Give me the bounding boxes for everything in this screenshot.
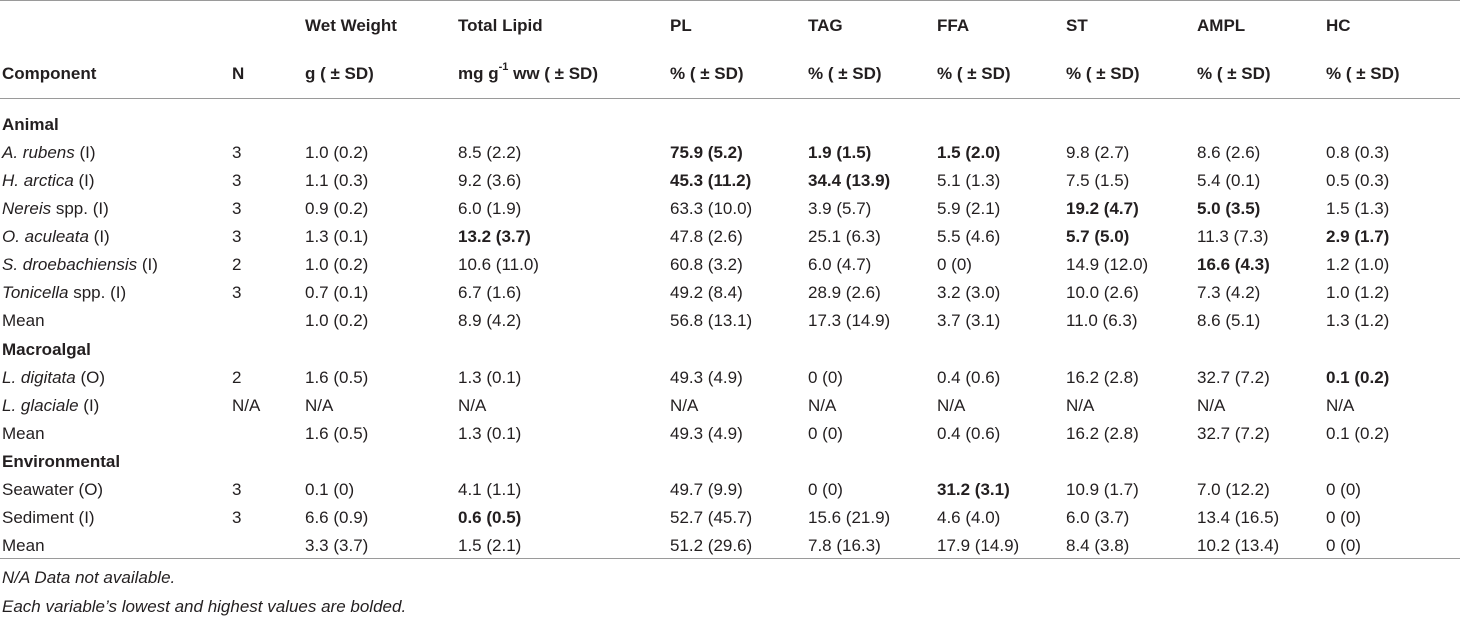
table-cell-value: 5.5 (4.6) <box>937 227 1001 247</box>
column-unit-total-lipid <box>458 61 598 84</box>
table-cell-value: 1.6 (0.5) <box>305 367 369 387</box>
table-cell-value: 0 (0) <box>808 479 843 499</box>
table-cell-value: 34.4 (13.9) <box>808 171 891 191</box>
row-component-name <box>2 143 96 163</box>
table-cell-value: 5.1 (1.3) <box>937 171 1001 191</box>
table-cell-value: 1.6 (0.5) <box>305 423 369 443</box>
table-cell-value: N/A <box>458 395 487 415</box>
row-component-name <box>2 368 105 388</box>
table-cell-value: 0 (0) <box>1326 536 1361 556</box>
species-name: S. droebachiensis <box>2 255 138 275</box>
table-cell-value: 63.3 (10.0) <box>670 199 753 219</box>
table-footnote: Each variable’s lowest and highest values are bolded. <box>2 597 407 616</box>
table-cell-value: 0 (0) <box>937 255 972 275</box>
table-cell-value: 45.3 (11.2) <box>670 171 752 191</box>
column-unit-percent: % ( ± SD) <box>937 64 1011 83</box>
table-rule <box>0 0 1460 1</box>
table-cell-value: 1.3 (0.1) <box>458 367 522 387</box>
table-cell-value: 10.0 (2.6) <box>1066 283 1139 303</box>
column-unit-percent: % ( ± SD) <box>1066 64 1140 83</box>
table-cell-value: 1.0 (1.2) <box>1326 283 1390 303</box>
column-header: PL <box>670 16 692 35</box>
table-cell-value: 1.1 (0.3) <box>305 171 369 191</box>
row-component-name <box>2 536 45 556</box>
table-cell-value: 75.9 (5.2) <box>670 143 743 163</box>
row-component-name <box>2 424 45 444</box>
table-cell-value: 14.9 (12.0) <box>1066 255 1149 275</box>
component-suffix: Mean <box>2 423 45 443</box>
table-cell-value: 1.9 (1.5) <box>808 143 872 163</box>
table-cell-value: 10.2 (13.4) <box>1197 536 1280 556</box>
column-header: Wet Weight <box>305 16 397 35</box>
table-cell-value: 4.6 (4.0) <box>937 507 1001 527</box>
row-component-name <box>2 480 103 500</box>
component-suffix: Mean <box>2 311 45 331</box>
table-cell-value: 8.6 (5.1) <box>1197 311 1261 331</box>
column-header: HC <box>1326 16 1351 35</box>
table-cell-value: 11.3 (7.3) <box>1197 227 1269 247</box>
table-cell-value: 1.2 (1.0) <box>1326 255 1390 275</box>
table-cell-value: 9.2 (3.6) <box>458 171 522 191</box>
species-name: H. arctica <box>2 171 74 191</box>
row-sample-count: 3 <box>232 283 242 303</box>
table-cell-value: 28.9 (2.6) <box>808 283 881 303</box>
row-sample-count: 2 <box>232 255 242 275</box>
table-cell-value: 1.5 (1.3) <box>1326 199 1390 219</box>
species-name: L. glaciale <box>2 395 79 415</box>
column-unit-percent: % ( ± SD) <box>1197 64 1271 83</box>
column-unit-wet-weight: g ( ± SD) <box>305 64 374 83</box>
table-cell-value: 49.2 (8.4) <box>670 283 743 303</box>
table-cell-value: 0 (0) <box>808 367 843 387</box>
table-rule <box>0 558 1460 559</box>
column-header: ST <box>1066 16 1088 35</box>
component-suffix: Seawater (O) <box>2 479 104 499</box>
table-cell-value: 16.2 (2.8) <box>1066 423 1139 443</box>
unit-text: ww ( ± SD) <box>508 64 598 83</box>
table-cell-value: 13.2 (3.7) <box>458 227 531 247</box>
row-component-name <box>2 508 95 528</box>
table-rule <box>0 98 1460 99</box>
table-cell-value: 6.0 (1.9) <box>458 199 522 219</box>
column-unit-percent: % ( ± SD) <box>670 64 744 83</box>
table-cell-value: N/A <box>305 395 334 415</box>
component-suffix: spp. (I) <box>51 199 109 219</box>
table-cell-value: 7.0 (12.2) <box>1197 479 1270 499</box>
column-header: Total Lipid <box>458 16 543 35</box>
component-suffix: (I) <box>137 255 158 275</box>
column-header: FFA <box>937 16 970 35</box>
row-sample-count: 2 <box>232 367 242 387</box>
table-cell-value: 6.6 (0.9) <box>305 507 369 527</box>
table-cell-value: 5.0 (3.5) <box>1197 199 1261 219</box>
species-name: A. rubens <box>2 143 75 163</box>
table-cell-value: 0.1 (0.2) <box>1326 423 1390 443</box>
table-cell-value: 56.8 (13.1) <box>670 311 753 331</box>
table-footnote: N/A Data not available. <box>2 568 176 587</box>
species-name: L. digitata <box>2 367 76 387</box>
table-cell-value: 1.0 (0.2) <box>305 143 369 163</box>
table-cell-value: 17.9 (14.9) <box>937 536 1020 556</box>
table-cell-value: 60.8 (3.2) <box>670 255 743 275</box>
table-cell-value: 11.0 (6.3) <box>1066 311 1138 331</box>
table-cell-value: 0.8 (0.3) <box>1326 143 1390 163</box>
species-name: Nereis <box>2 199 52 219</box>
table-cell-value: 8.6 (2.6) <box>1197 143 1261 163</box>
column-header: AMPL <box>1197 16 1246 35</box>
component-suffix: (O) <box>75 367 106 387</box>
table-cell-value: 2.9 (1.7) <box>1326 227 1390 247</box>
table-cell-value: 49.7 (9.9) <box>670 479 743 499</box>
table-cell-value: 3.3 (3.7) <box>305 536 369 556</box>
row-component-name <box>2 199 109 219</box>
component-suffix: Sediment (I) <box>2 507 95 527</box>
row-sample-count: 3 <box>232 227 242 247</box>
table-cell-value: 6.0 (4.7) <box>808 255 872 275</box>
row-component-name <box>2 227 110 247</box>
table-cell-value: 3.7 (3.1) <box>937 311 1001 331</box>
row-sample-count: 3 <box>232 143 242 163</box>
table-cell-value: 0 (0) <box>1326 507 1361 527</box>
species-name: O. aculeata <box>2 227 89 247</box>
table-cell-value: 49.3 (4.9) <box>670 423 743 443</box>
table-cell-value: 31.2 (3.1) <box>937 479 1010 499</box>
table-cell-value: 16.2 (2.8) <box>1066 367 1139 387</box>
table-cell-value: 8.9 (4.2) <box>458 311 522 331</box>
table-cell-value: 4.1 (1.1) <box>458 479 522 499</box>
table-cell-value: 10.6 (11.0) <box>458 255 539 275</box>
table-cell-value: 5.4 (0.1) <box>1197 171 1261 191</box>
table-cell-value: N/A <box>937 395 966 415</box>
table-cell-value: 0.5 (0.3) <box>1326 171 1390 191</box>
table-cell-value: 15.6 (21.9) <box>808 507 891 527</box>
table-cell-value: 16.6 (4.3) <box>1197 255 1270 275</box>
table-cell-value: 17.3 (14.9) <box>808 311 891 331</box>
column-header: TAG <box>808 16 843 35</box>
table-cell-value: 32.7 (7.2) <box>1197 423 1270 443</box>
table-cell-value: 1.0 (0.2) <box>305 311 369 331</box>
table-cell-value: 0 (0) <box>808 423 843 443</box>
table-cell-value: 0.9 (0.2) <box>305 199 369 219</box>
column-header-component: Component <box>2 64 97 83</box>
component-suffix: (I) <box>88 227 110 247</box>
table-cell-value: N/A <box>1326 395 1355 415</box>
table-cell-value: 8.4 (3.8) <box>1066 536 1130 556</box>
table-cell-value: 1.5 (2.0) <box>937 143 1001 163</box>
table-cell-value: 6.0 (3.7) <box>1066 507 1130 527</box>
table-cell-value: 0.1 (0) <box>305 479 355 499</box>
table-cell-value: 10.9 (1.7) <box>1066 479 1139 499</box>
table-cell-value: 6.7 (1.6) <box>458 283 522 303</box>
table-cell-value: 1.5 (2.1) <box>458 536 522 556</box>
table-cell-value: N/A <box>1066 395 1095 415</box>
table-cell-value: 19.2 (4.7) <box>1066 199 1139 219</box>
table-cell-value: 1.3 (0.1) <box>458 423 522 443</box>
table-cell-value: 5.9 (2.1) <box>937 199 1001 219</box>
unit-text: mg g <box>458 64 499 83</box>
table-cell-value: 25.1 (6.3) <box>808 227 881 247</box>
component-suffix: (I) <box>78 395 100 415</box>
column-unit-percent: % ( ± SD) <box>1326 64 1400 83</box>
table-cell-value: 0.4 (0.6) <box>937 423 1001 443</box>
row-component-name <box>2 255 158 275</box>
table-cell-value: 7.8 (16.3) <box>808 536 881 556</box>
table-cell-value: 0.1 (0.2) <box>1326 367 1390 387</box>
table-cell-value: 49.3 (4.9) <box>670 367 743 387</box>
table-cell-value: 0.4 (0.6) <box>937 367 1001 387</box>
row-sample-count: N/A <box>232 395 261 415</box>
section-heading: Animal <box>2 115 59 134</box>
section-heading: Macroalgal <box>2 339 91 359</box>
row-sample-count: 3 <box>232 199 242 219</box>
table-cell-value: 5.7 (5.0) <box>1066 227 1130 247</box>
column-header-n: N <box>232 64 245 83</box>
table-cell-value: 0.6 (0.5) <box>458 507 522 527</box>
table-cell-value: N/A <box>808 395 837 415</box>
table-cell-value: 47.8 (2.6) <box>670 227 743 247</box>
table-cell-value: N/A <box>670 395 699 415</box>
species-name: Tonicella <box>2 283 69 303</box>
row-component-name <box>2 396 99 416</box>
section-heading: Environmental <box>2 451 121 471</box>
table-cell-value: 3.2 (3.0) <box>937 283 1001 303</box>
table-cell-value: 0 (0) <box>1326 479 1361 499</box>
component-suffix: spp. (I) <box>68 283 127 303</box>
row-sample-count: 3 <box>232 507 242 527</box>
table-cell-value: 0.7 (0.1) <box>305 283 369 303</box>
table-cell-value: 32.7 (7.2) <box>1197 367 1270 387</box>
table-cell-value: 9.8 (2.7) <box>1066 143 1130 163</box>
row-component-name <box>2 171 95 191</box>
table-cell-value: 13.4 (16.5) <box>1197 507 1280 527</box>
table-cell-value: 7.3 (4.2) <box>1197 283 1261 303</box>
table-cell-value: 51.2 (29.6) <box>670 536 753 556</box>
component-suffix: Mean <box>2 536 45 556</box>
table-cell-value: 3.9 (5.7) <box>808 199 872 219</box>
table-cell-value: 7.5 (1.5) <box>1066 171 1130 191</box>
component-suffix: (I) <box>73 171 95 191</box>
table-cell-value: 1.3 (0.1) <box>305 227 369 247</box>
unit-exponent: -1 <box>498 61 509 74</box>
table-cell-value: N/A <box>1197 395 1226 415</box>
table-cell-value: 1.0 (0.2) <box>305 255 369 275</box>
table-cell-value: 1.3 (1.2) <box>1326 311 1390 331</box>
table-cell-value: 52.7 (45.7) <box>670 507 753 527</box>
row-component-name <box>2 311 45 331</box>
row-sample-count: 3 <box>232 171 242 191</box>
column-unit-percent: % ( ± SD) <box>808 64 882 83</box>
component-suffix: (I) <box>74 143 96 163</box>
row-sample-count: 3 <box>232 479 242 499</box>
table-cell-value: 8.5 (2.2) <box>458 143 522 163</box>
row-component-name <box>2 283 126 303</box>
